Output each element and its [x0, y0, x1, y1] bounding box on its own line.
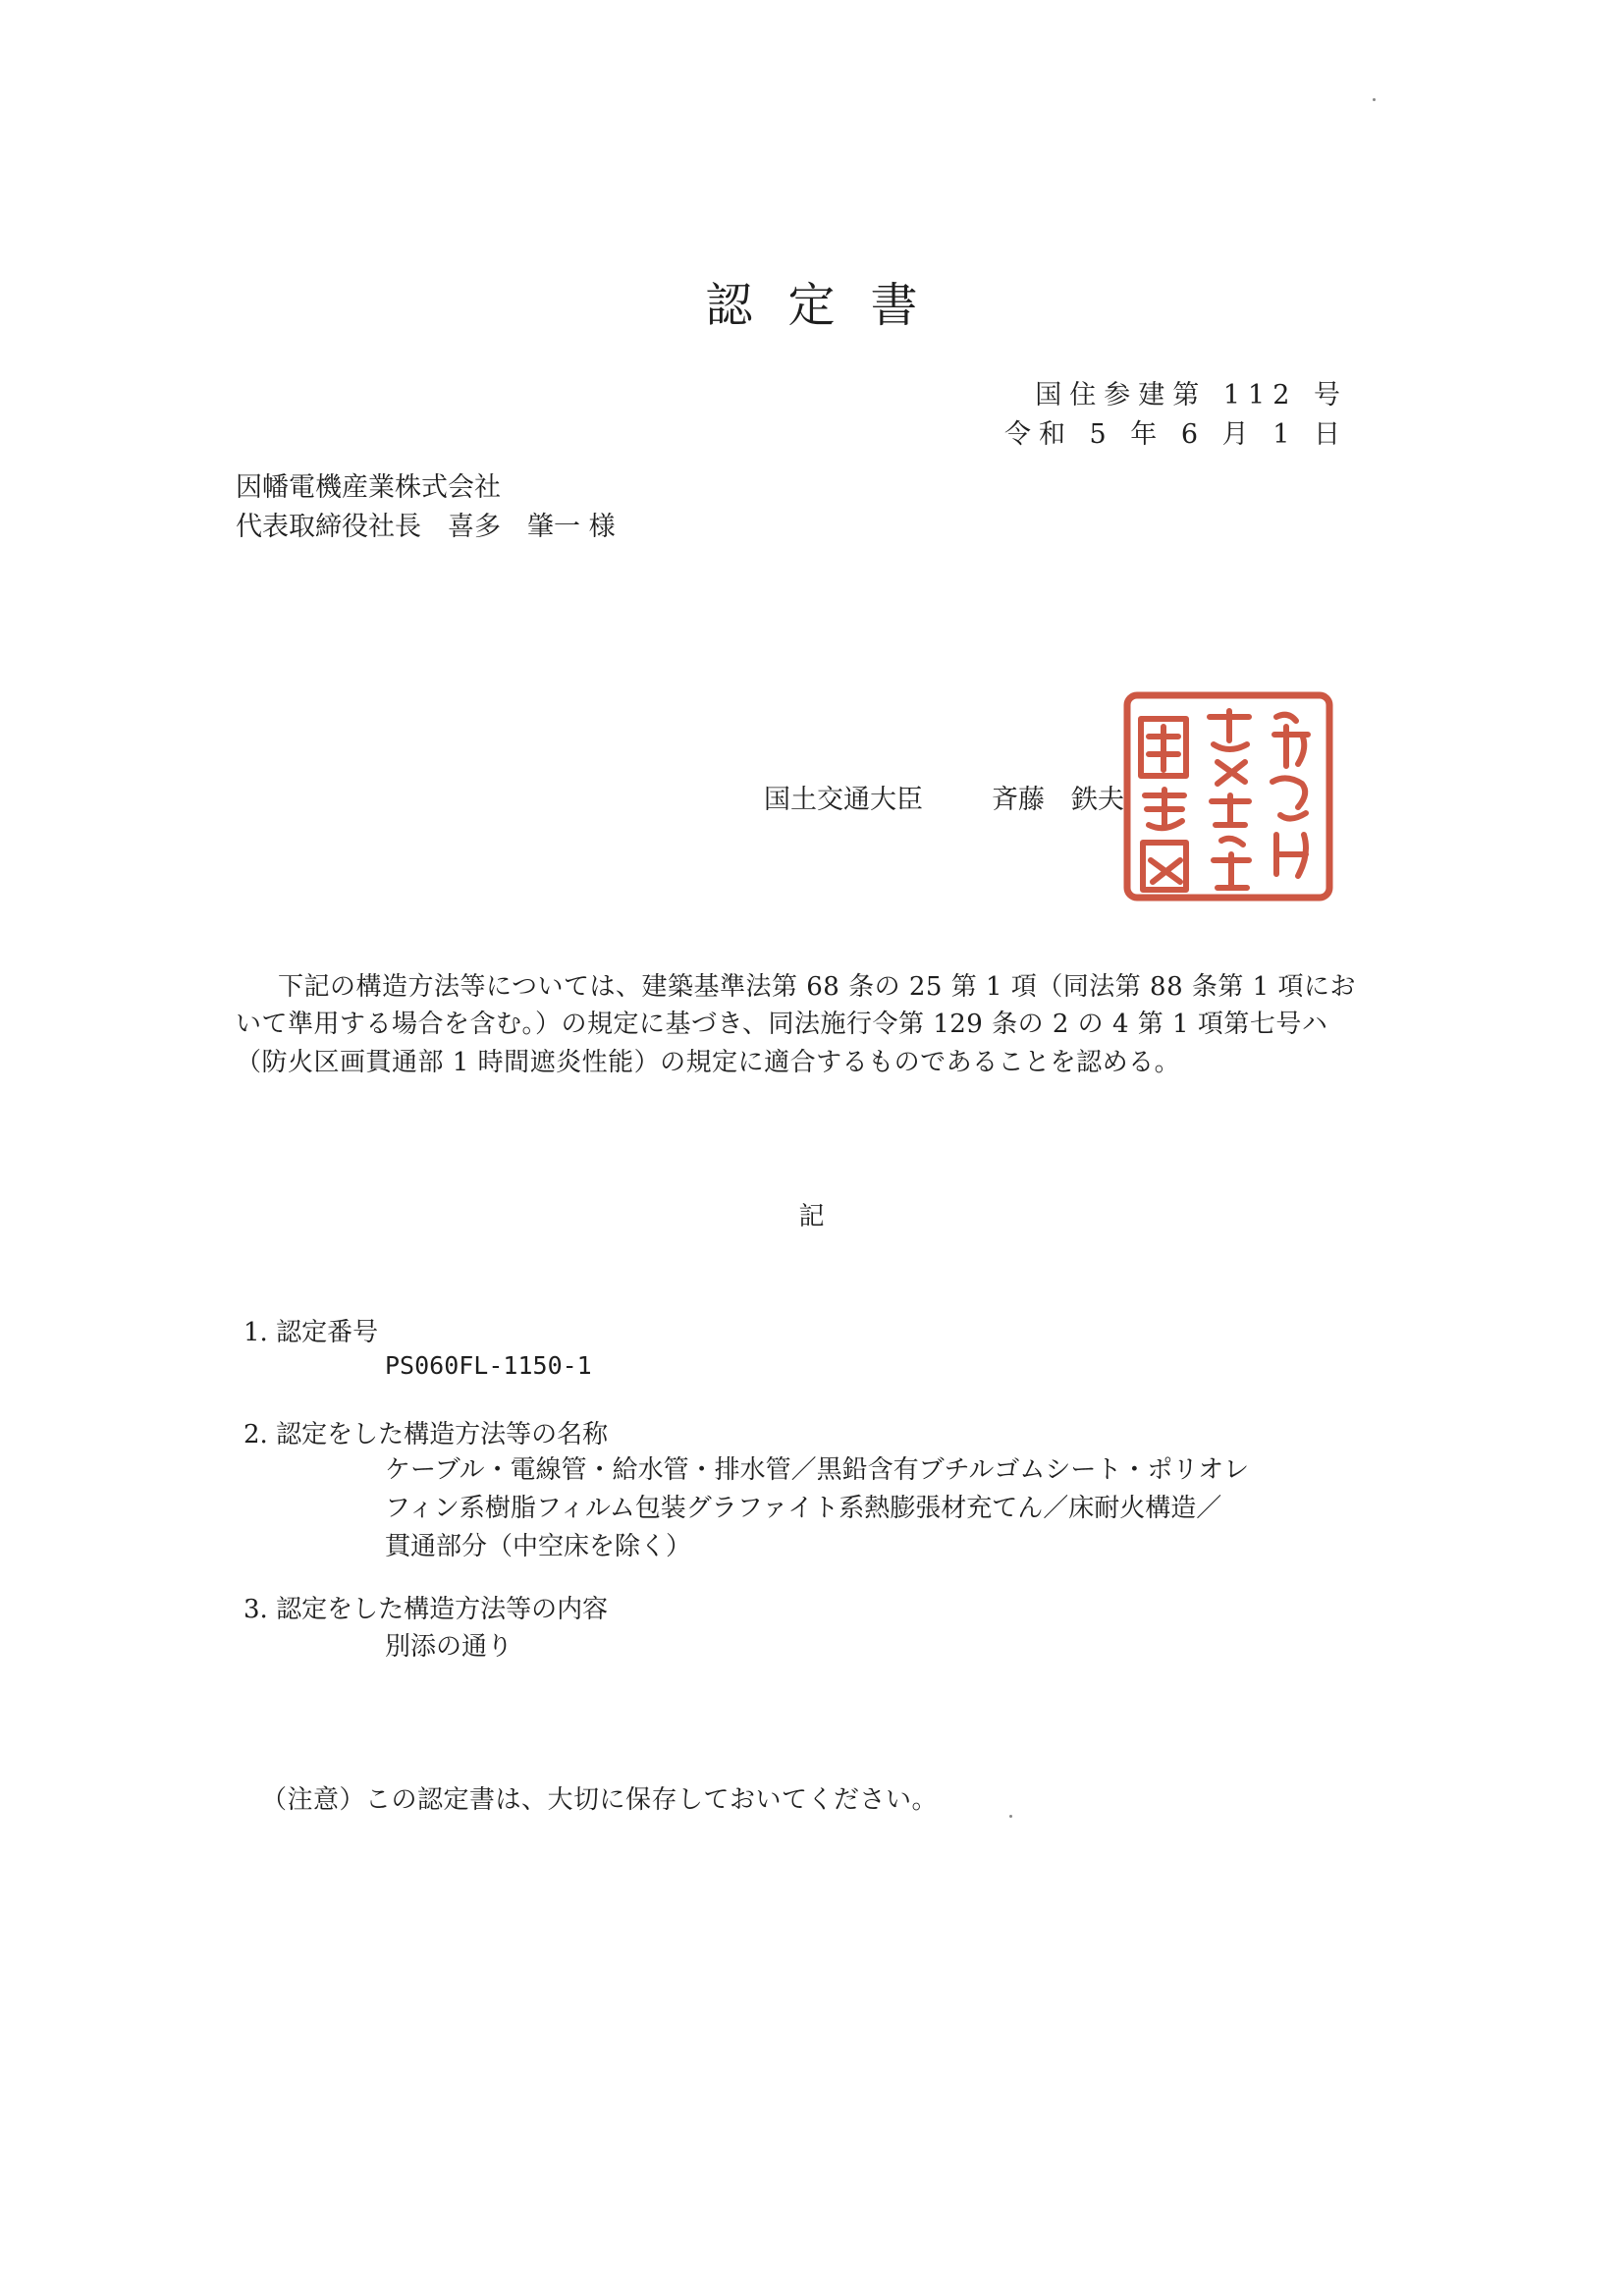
item-3-heading: 3. 認定をした構造方法等の内容 — [243, 1595, 609, 1624]
body-line-3: （防火区画貫通部 1 時間遮炎性能）の規定に適合するものであることを認める。 — [236, 1048, 1181, 1077]
document-title: 認定書 — [705, 278, 953, 333]
issue-date: 令和 5 年 6 月 1 日 — [1003, 419, 1348, 450]
item-2-line-3: 貫通部分（中空床を除く） — [385, 1532, 692, 1561]
recipient-company: 因幡電機産業株式会社 — [236, 472, 501, 503]
item-1-heading: 1. 認定番号 — [243, 1318, 379, 1347]
scan-speck — [1009, 1815, 1012, 1818]
recipient-representative: 代表取締役社長 喜多 肇一 様 — [236, 512, 616, 542]
issuer-line — [764, 778, 1124, 816]
body-line-1: 下記の構造方法等については、建築基準法第 68 条の 25 第 1 項（同法第 88 条第 1 項にお — [278, 972, 1356, 1002]
official-seal — [1119, 687, 1337, 905]
item-2-heading: 2. 認定をした構造方法等の名称 — [243, 1420, 609, 1449]
reference-number: 国住参建第 112 号 — [1035, 380, 1348, 410]
issuer-name: 斉藤 鉄夫 — [992, 785, 1124, 815]
item-1-value: PS060FL-1150-1 — [385, 1351, 592, 1380]
scan-speck — [1373, 98, 1376, 101]
item-2-line-2: フィン系樹脂フィルム包装グラファイト系熱膨張材充てん／床耐火構造／ — [385, 1494, 1222, 1523]
note: （注意）この認定書は、大切に保存しておいてください。 — [261, 1785, 939, 1815]
item-3-value: 別添の通り — [385, 1632, 514, 1662]
ki-label: 記 — [798, 1202, 825, 1231]
body-line-2: いて準用する場合を含む。）の規定に基づき、同法施行令第 129 条の 2 の 4 第 1 項第七号ハ — [236, 1010, 1328, 1039]
item-2-line-1: ケーブル・電線管・給水管・排水管／黒鉛含有ブチルゴムシート・ポリオレ — [385, 1455, 1250, 1485]
issuer-position: 国土交通大臣 — [764, 785, 923, 815]
